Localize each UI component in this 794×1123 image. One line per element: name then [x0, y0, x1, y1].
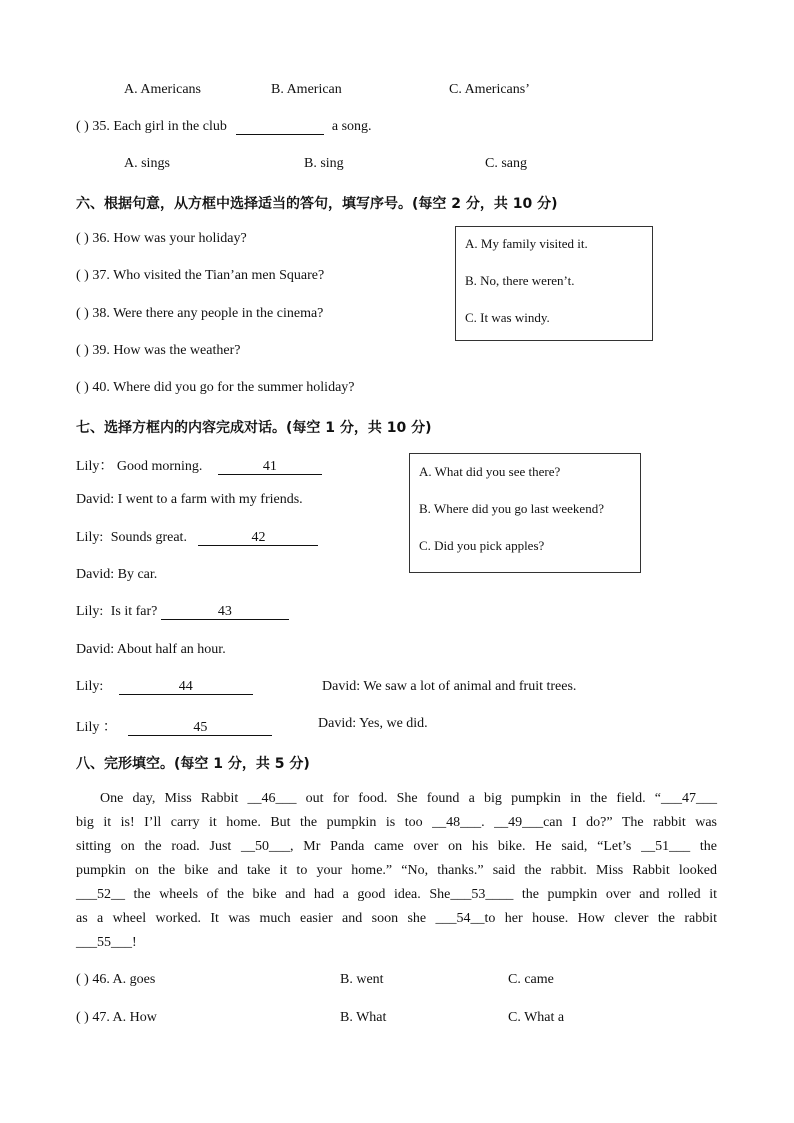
answer-paren: ( ) [76, 1010, 89, 1025]
dialogue-line-2: David: I went to a farm with my friends. [76, 492, 303, 507]
question-36: ( ) 36. How was your holiday? [76, 231, 247, 246]
answer-box-7 [409, 453, 641, 573]
blank-42: 42 [198, 530, 318, 546]
question-text: 35. Each girl in the club [92, 119, 227, 134]
speaker: Lily： [76, 459, 114, 474]
box-option-c: C. Did you pick apples? [419, 538, 545, 553]
question-47 [76, 1010, 157, 1026]
question-40: ( ) 40. Where did you go for the summer holiday? [76, 380, 355, 395]
cloze-passage [76, 787, 717, 955]
box-option-b: B. No, there weren’t. [465, 273, 575, 288]
dialogue-line-6: David: About half an hour. [76, 642, 226, 657]
box-option-a: A. My family visited it. [465, 236, 588, 251]
dialogue-line-8 [76, 716, 272, 736]
q34-option-c: C. Americans’ [449, 82, 530, 97]
question-39: ( ) 39. How was the weather? [76, 343, 241, 358]
passage-line: pumpkin on the bike and take it to your home.” “No, thanks.” said the rabbit. Miss Rabbit looked [76, 863, 717, 878]
dialogue-line-3 [76, 530, 318, 546]
dialogue-reply-8: David: Yes, we did. [318, 716, 428, 731]
dialogue-text: Is it far? [110, 604, 158, 619]
q47-option-c: C. What a [508, 1010, 565, 1025]
option-a: 46. A. goes [92, 972, 156, 987]
passage-line: as a wheel worked. It was much easier and soon she ___54__to her house. How clever the rabbit [76, 911, 717, 926]
dialogue-line-4: David: By car. [76, 567, 158, 582]
box-option-c: C. It was windy. [465, 310, 550, 325]
speaker: Lily: [76, 604, 104, 619]
q35-option-b: B. sing [304, 156, 344, 171]
dialogue-line-5 [76, 604, 289, 620]
passage-line: big it is! I’ll carry it home. But the pumpkin is too __48___. __49___can I do?” The rabbit was [76, 815, 717, 830]
section-6-heading: 六、根据句意，从方框中选择适当的答句，填写序号。(每空 2 分，共 10 分) [76, 196, 558, 212]
blank-44: 44 [119, 679, 253, 695]
box-option-a: A. What did you see there? [419, 464, 561, 479]
q34-option-b: B. American [271, 82, 342, 97]
q47-option-b: B. What [340, 1010, 387, 1025]
speaker: Lily: [76, 530, 104, 545]
q46-option-c: C. came [508, 972, 554, 987]
passage-line: ___55___! [76, 935, 137, 950]
question-46 [76, 972, 155, 988]
question-tail: a song. [331, 119, 372, 134]
blank-45: 45 [128, 720, 272, 736]
dialogue-reply-7: David: We saw a lot of animal and fruit trees. [322, 679, 577, 694]
answer-paren: ( ) [76, 119, 89, 134]
speaker: Lily ： [76, 720, 117, 735]
q35-option-a: A. sings [124, 156, 170, 171]
passage-line: One day, Miss Rabbit __46___ out for food. She found a big pumpkin in the field. “___47___ [100, 791, 717, 806]
question-37: ( ) 37. Who visited the Tian’an men Square? [76, 268, 325, 283]
question-38: ( ) 38. Were there any people in the cinema? [76, 306, 324, 321]
q35-line [76, 119, 372, 135]
dialogue-line-1 [76, 455, 322, 475]
dialogue-text: Good morning. [116, 459, 203, 474]
answer-paren: ( ) [76, 972, 89, 987]
option-a: 47. A. How [92, 1010, 157, 1025]
answer-blank [236, 119, 324, 135]
speaker: Lily: [76, 679, 104, 694]
passage-line: sitting on the road. Just __50___, Mr Panda came over on his bike. He said, “Let’s __51___ the [76, 839, 717, 854]
q34-option-a: A. Americans [124, 82, 201, 97]
section-8-heading: 八、完形填空。(每空 1 分，共 5 分) [76, 756, 310, 772]
q46-option-b: B. went [340, 972, 384, 987]
q35-option-c: C. sang [485, 156, 527, 171]
passage-line: ___52__ the wheels of the bike and had a good idea. She___53____ the pumpkin over and rolled it [76, 887, 717, 902]
blank-43: 43 [161, 604, 289, 620]
answer-box-6 [455, 226, 653, 341]
blank-41: 41 [218, 459, 322, 475]
dialogue-line-7 [76, 679, 253, 695]
dialogue-text: Sounds great. [110, 530, 187, 545]
box-option-b: B. Where did you go last weekend? [419, 501, 604, 516]
section-7-heading: 七、选择方框内的内容完成对话。(每空 1 分，共 10 分) [76, 420, 432, 436]
